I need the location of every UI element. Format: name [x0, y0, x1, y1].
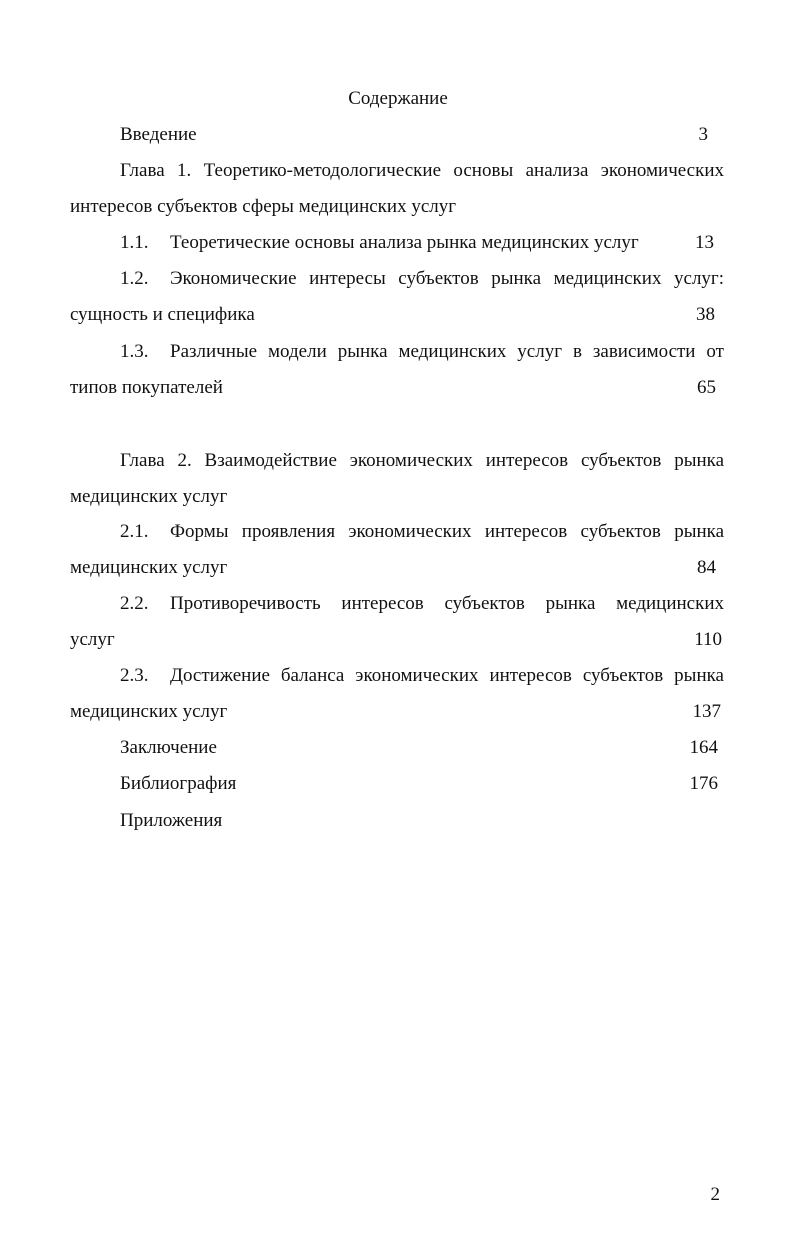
toc-page-1-3: 65	[697, 377, 716, 398]
toc-entry-2-1-line-2: медицинских услуг	[70, 557, 228, 578]
section-number: 1.1.	[120, 232, 149, 253]
section-title-line-1: Достижение баланса экономических интересов субъектов рынка	[170, 665, 724, 686]
section-number: 2.2.	[120, 593, 149, 614]
toc-entry-1-2-line-2: сущность и специфика	[70, 304, 255, 325]
toc-entry-2-2	[120, 593, 724, 615]
toc-page-1-2: 38	[696, 304, 715, 325]
toc-chapter-1-line-2: интересов субъектов сферы медицинских услуг	[70, 196, 457, 217]
toc-entry-2-3	[120, 665, 724, 687]
section-title-line-1: Формы проявления экономических интересов субъектов рынка	[170, 521, 724, 542]
toc-chapter-2-line-2: медицинских услуг	[70, 486, 228, 507]
section-title-line-1: Противоречивость интересов субъектов рынка медицинских	[170, 593, 724, 614]
toc-entry-1-1	[120, 232, 639, 254]
toc-entry-2-1	[120, 521, 724, 543]
toc-page-conclusion: 164	[689, 737, 718, 758]
toc-chapter-1-line-1: Глава 1. Теоретико-методологические основы анализа экономических	[120, 160, 724, 181]
toc-page-2-3: 137	[692, 701, 721, 722]
toc-page-2-2: 110	[694, 629, 722, 650]
toc-entry-1-3	[120, 341, 724, 363]
section-number: 1.2.	[120, 268, 149, 289]
toc-page-1-1: 13	[695, 232, 714, 253]
page-number: 2	[710, 1184, 720, 1205]
section-title: Теоретические основы анализа рынка медицинских услуг	[170, 232, 639, 253]
section-number: 1.3.	[120, 341, 149, 362]
toc-entry-bibliography: Библиография	[120, 773, 237, 794]
toc-page-bibliography: 176	[689, 773, 718, 794]
section-title-line-1: Экономические интересы субъектов рынка медицинских услуг:	[170, 268, 724, 289]
section-number: 2.1.	[120, 521, 149, 542]
toc-entry-1-2	[120, 268, 724, 290]
toc-entry-intro: Введение	[120, 124, 197, 145]
toc-entry-2-2-line-2: услуг	[70, 629, 115, 650]
toc-entry-conclusion: Заключение	[120, 737, 217, 758]
toc-entry-appendix: Приложения	[120, 810, 223, 831]
toc-entry-1-3-line-2: типов покупателей	[70, 377, 223, 398]
section-number: 2.3.	[120, 665, 149, 686]
toc-page-intro: 3	[698, 124, 708, 145]
toc-page-2-1: 84	[697, 557, 716, 578]
section-title-line-1: Различные модели рынка медицинских услуг в зависимости от	[170, 341, 724, 362]
page-title: Содержание	[348, 88, 448, 109]
toc-chapter-2-line-1: Глава 2. Взаимодействие экономических интересов субъектов рынка	[120, 450, 724, 471]
toc-entry-2-3-line-2: медицинских услуг	[70, 701, 228, 722]
